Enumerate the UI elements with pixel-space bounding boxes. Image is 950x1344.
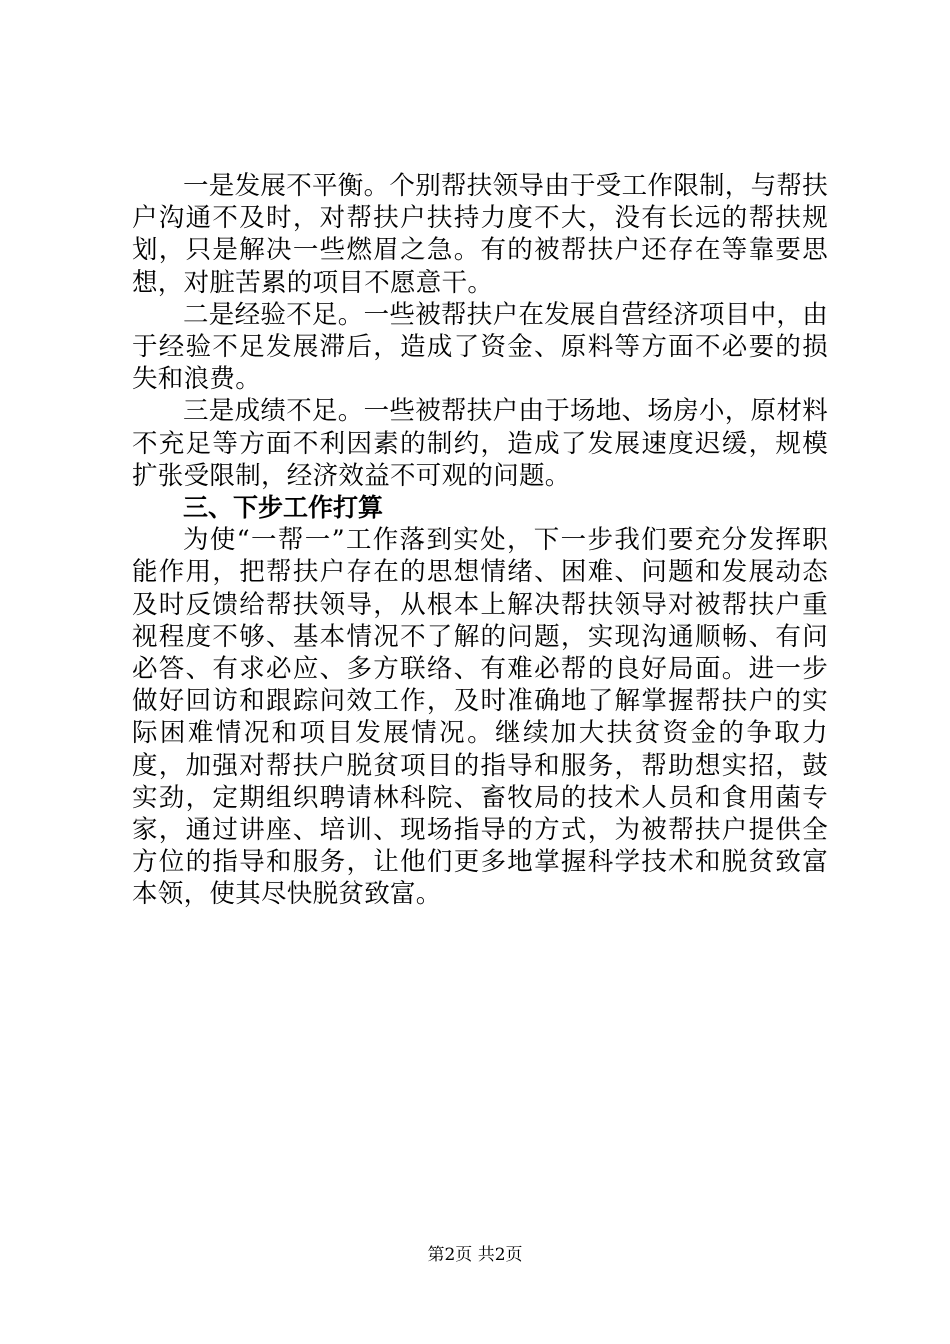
paragraph-insufficient-results: 三是成绩不足。一些被帮扶户由于场地、场房小，原材料不充足等方面不利因素的制约，造成了发展速度迟缓，规模扩张受限制，经济效益不可观的问题。 (132, 396, 829, 491)
paragraph-lack-of-experience: 二是经验不足。一些被帮扶户在发展自营经济项目中，由于经验不足发展滞后，造成了资金、原料等方面不必要的损失和浪费。 (132, 299, 829, 395)
page-footer: 第2页 共2页 (427, 1245, 523, 1265)
paragraph-uneven-development: 一是发展不平衡。个别帮扶领导由于受工作限制，与帮扶户沟通不及时，对帮扶户扶持力度不大，没有长远的帮扶规划，只是解决一些燃眉之急。有的被帮扶户还存在等靠要思想，对脏苦累的项目不愿意干。 (132, 171, 829, 298)
document-body (132, 170, 828, 911)
paragraph-next-steps: 为使“一帮一”工作落到实处，下一步我们要充分发挥职能作用，把帮扶户存在的思想情绪、困难、问题和发展动态及时反馈给帮扶领导，从根本上解决帮扶领导对被帮扶户重视程度不够、基本情况不了解的问题，实现沟通顺畅、有问必答、有求必应、多方联络、有难必帮的良好局面。进一步做好回访和跟踪问效工作，及时准确地了解掌握帮扶户的实际困难情况和项目发展情况。继续加大扶贫资金的争取力度，加强对帮扶户脱贫项目的指导和服务，帮助想实招，鼓实劲，定期组织聘请林科院、畜牧局的技术人员和食用菌专家，通过讲座、培训、现场指导的方式，为被帮扶户提供全方位的指导和服务，让他们更多地掌握科学技术和脱贫致富本领，使其尽快脱贫致富。 (132, 525, 828, 910)
section-heading: 三、下步工作打算 (183, 493, 384, 523)
